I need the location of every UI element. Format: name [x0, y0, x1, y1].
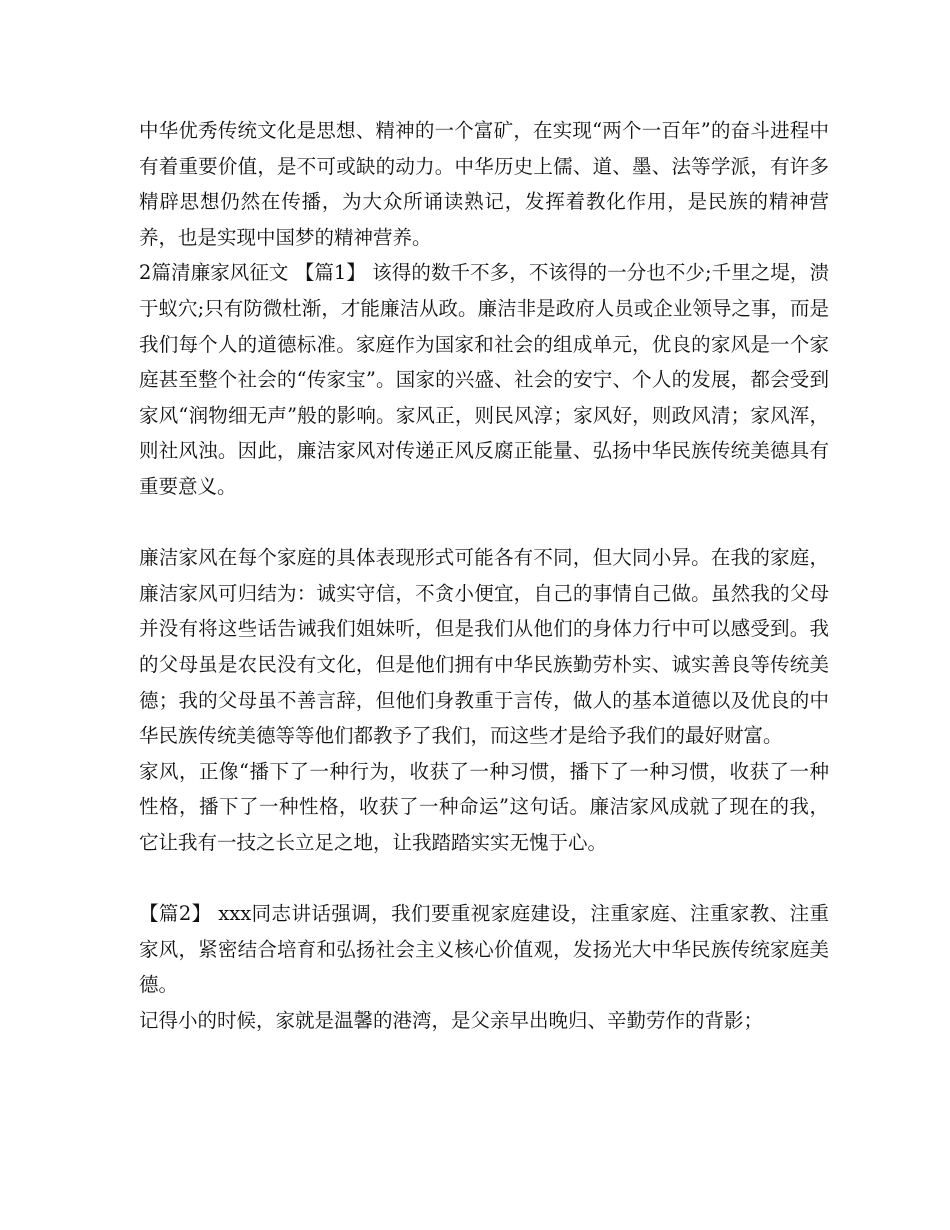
document-body — [139, 113, 829, 1038]
paragraph-gap — [139, 505, 829, 541]
paragraph-essay1-opening: 2篇清廉家风征文 【篇1】 该得的数千不多，不该得的一分也不少;千里之堤，溃于蚁穴;只有防微杜渐，才能廉洁从政。廉洁非是政府人员或企业领导之事，而是我们每个人的道德标准。家庭作为国家和社会的组成单元，优良的家风是一个家庭甚至整个社会的“传家宝”。国家的兴盛、社会的安宁、个人的发展，都会受到家风“润物细无声”般的影响。家风正，则民风淳；家风好，则政风清；家风浑，则社风浊。因此，廉洁家风对传递正风反腐正能量、弘扬中华民族传统美德具有重要意义。 — [139, 261, 829, 498]
paragraph-childhood-memory: 记得小的时候，家就是温馨的港湾，是父亲早出晚归、辛勤劳作的背影； — [139, 1008, 764, 1032]
paragraph-essay2-opening: 【篇2】 xxx同志讲话强调，我们要重视家庭建设，注重家庭、注重家教、注重家风，紧密结合培育和弘扬社会主义核心价值观，发扬光大中华民族传统家庭美德。 — [139, 902, 829, 997]
paragraph-family-quote: 家风，正像“播下了一种行为，收获了一种习惯，播下了一种习惯，收获了一种性格，播下了一种性格，收获了一种命运”这句话。廉洁家风成就了现在的我，它让我有一技之长立足之地，让我踏踏实实无愧于心。 — [139, 759, 829, 854]
paragraph-intro: 中华优秀传统文化是思想、精神的一个富矿，在实现“两个一百年”的奋斗进程中有着重要价值，是不可或缺的动力。中华历史上儒、道、墨、法等学派，有许多精辟思想仍然在传播，为大众所诵读熟记，发挥着教化作用，是民族的精神营养，也是实现中国梦的精神营养。 — [139, 119, 829, 249]
paragraph-gap — [139, 860, 829, 896]
paragraph-family-example: 廉洁家风在每个家庭的具体表现形式可能各有不同，但大同小异。在我的家庭，廉洁家风可归结为：诚实守信，不贪小便宜，自己的事情自己做。虽然我的父母并没有将这些话告诫我们姐妹听，但是我们从他们的身体力行中可以感受到。我的父母虽是农民没有文化，但是他们拥有中华民族勤劳朴实、诚实善良等传统美德；我的父母虽不善言辞，但他们身教重于言传，做人的基本道德以及优良的中华民族传统美德等等他们都教予了我们，而这些才是给予我们的最好财富。 — [139, 546, 829, 748]
